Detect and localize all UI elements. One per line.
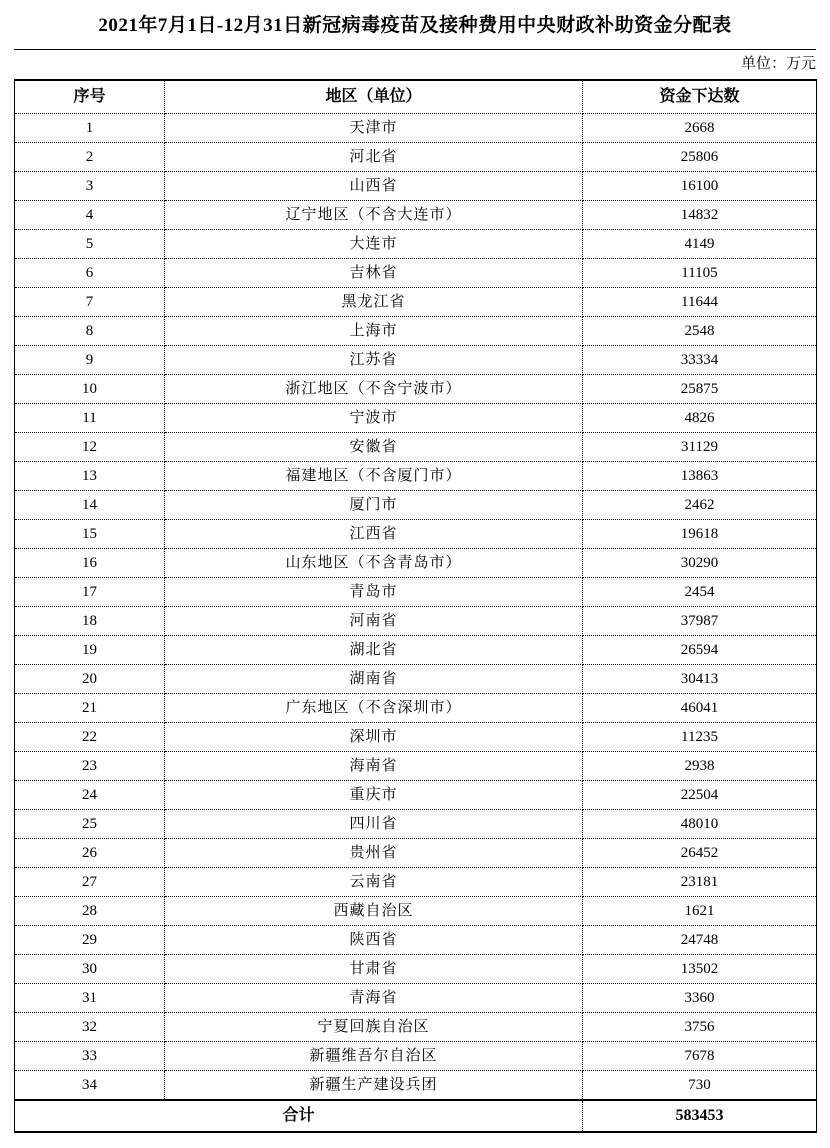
cell-amount: 11105 [583, 258, 817, 287]
cell-amount: 25875 [583, 374, 817, 403]
cell-index: 31 [15, 983, 165, 1012]
cell-index: 5 [15, 229, 165, 258]
page-title: 2021年7月1日-12月31日新冠病毒疫苗及接种费用中央财政补助资金分配表 [98, 15, 732, 36]
cell-index: 4 [15, 200, 165, 229]
cell-amount: 30290 [583, 548, 817, 577]
cell-amount: 2668 [583, 113, 817, 142]
table-row [15, 345, 817, 374]
table-row [15, 1012, 817, 1041]
cell-index: 8 [15, 316, 165, 345]
cell-region: 辽宁地区（不含大连市） [165, 200, 583, 229]
column-header-index: 序号 [15, 80, 165, 114]
cell-index: 21 [15, 693, 165, 722]
cell-region: 黑龙江省 [165, 287, 583, 316]
cell-amount: 25806 [583, 142, 817, 171]
cell-index: 16 [15, 548, 165, 577]
cell-index: 13 [15, 461, 165, 490]
cell-amount: 2938 [583, 751, 817, 780]
cell-amount: 4826 [583, 403, 817, 432]
table-header-row [15, 80, 817, 114]
cell-index: 10 [15, 374, 165, 403]
cell-index: 17 [15, 577, 165, 606]
cell-index: 18 [15, 606, 165, 635]
table-row [15, 519, 817, 548]
table-row [15, 548, 817, 577]
table-total-row [15, 1100, 817, 1132]
cell-region: 新疆生产建设兵团 [165, 1070, 583, 1100]
cell-amount: 37987 [583, 606, 817, 635]
table-row [15, 954, 817, 983]
cell-region: 江苏省 [165, 345, 583, 374]
table-row [15, 490, 817, 519]
cell-region: 安徽省 [165, 432, 583, 461]
cell-index: 3 [15, 171, 165, 200]
cell-amount: 31129 [583, 432, 817, 461]
cell-region: 湖北省 [165, 635, 583, 664]
cell-index: 32 [15, 1012, 165, 1041]
cell-amount: 14832 [583, 200, 817, 229]
cell-amount: 26452 [583, 838, 817, 867]
cell-index: 27 [15, 867, 165, 896]
cell-amount: 3756 [583, 1012, 817, 1041]
cell-region: 河南省 [165, 606, 583, 635]
cell-index: 14 [15, 490, 165, 519]
cell-region: 吉林省 [165, 258, 583, 287]
cell-index: 1 [15, 113, 165, 142]
table-row [15, 171, 817, 200]
cell-amount: 2462 [583, 490, 817, 519]
cell-index: 33 [15, 1041, 165, 1070]
table-row [15, 722, 817, 751]
cell-amount: 16100 [583, 171, 817, 200]
table-row [15, 838, 817, 867]
table-row [15, 287, 817, 316]
cell-amount: 11644 [583, 287, 817, 316]
cell-region: 深圳市 [165, 722, 583, 751]
table-row [15, 1041, 817, 1070]
table-row [15, 229, 817, 258]
cell-amount: 2548 [583, 316, 817, 345]
cell-region: 天津市 [165, 113, 583, 142]
table-row [15, 896, 817, 925]
cell-index: 30 [15, 954, 165, 983]
cell-amount: 33334 [583, 345, 817, 374]
cell-index: 26 [15, 838, 165, 867]
table-row [15, 142, 817, 171]
cell-region: 贵州省 [165, 838, 583, 867]
cell-region: 宁波市 [165, 403, 583, 432]
cell-amount: 13863 [583, 461, 817, 490]
table-row [15, 809, 817, 838]
cell-region: 广东地区（不含深圳市） [165, 693, 583, 722]
cell-amount: 22504 [583, 780, 817, 809]
cell-amount: 24748 [583, 925, 817, 954]
unit-label: 单位：万元 [740, 55, 816, 72]
cell-amount: 730 [583, 1070, 817, 1100]
cell-index: 29 [15, 925, 165, 954]
table-row [15, 200, 817, 229]
cell-region: 上海市 [165, 316, 583, 345]
cell-index: 34 [15, 1070, 165, 1100]
cell-region: 新疆维吾尔自治区 [165, 1041, 583, 1070]
cell-index: 6 [15, 258, 165, 287]
cell-index: 24 [15, 780, 165, 809]
table-row [15, 432, 817, 461]
table-row [15, 577, 817, 606]
cell-amount: 46041 [583, 693, 817, 722]
cell-amount: 11235 [583, 722, 817, 751]
cell-region: 四川省 [165, 809, 583, 838]
cell-region: 陕西省 [165, 925, 583, 954]
table-row [15, 751, 817, 780]
cell-region: 云南省 [165, 867, 583, 896]
table-row [15, 258, 817, 287]
cell-amount: 2454 [583, 577, 817, 606]
table-row [15, 374, 817, 403]
cell-index: 25 [15, 809, 165, 838]
cell-region: 湖南省 [165, 664, 583, 693]
table-body [15, 113, 817, 1132]
cell-region: 宁夏回族自治区 [165, 1012, 583, 1041]
cell-region: 重庆市 [165, 780, 583, 809]
cell-amount: 4149 [583, 229, 817, 258]
total-label: 合计 [15, 1100, 583, 1132]
cell-index: 19 [15, 635, 165, 664]
cell-region: 甘肃省 [165, 954, 583, 983]
cell-index: 28 [15, 896, 165, 925]
cell-region: 山东地区（不含青岛市） [165, 548, 583, 577]
column-header-amount: 资金下达数 [583, 80, 817, 114]
cell-amount: 7678 [583, 1041, 817, 1070]
table-row [15, 316, 817, 345]
cell-amount: 48010 [583, 809, 817, 838]
cell-region: 西藏自治区 [165, 896, 583, 925]
cell-region: 河北省 [165, 142, 583, 171]
table-row [15, 925, 817, 954]
cell-index: 11 [15, 403, 165, 432]
table-row [15, 403, 817, 432]
table-row [15, 664, 817, 693]
cell-index: 2 [15, 142, 165, 171]
table-row [15, 780, 817, 809]
cell-amount: 1621 [583, 896, 817, 925]
allocation-table [14, 79, 817, 1133]
cell-amount: 26594 [583, 635, 817, 664]
cell-region: 江西省 [165, 519, 583, 548]
table-row [15, 606, 817, 635]
table-header [15, 80, 817, 114]
table-row [15, 461, 817, 490]
cell-index: 23 [15, 751, 165, 780]
cell-region: 福建地区（不含厦门市） [165, 461, 583, 490]
cell-region: 浙江地区（不含宁波市） [165, 374, 583, 403]
cell-index: 20 [15, 664, 165, 693]
cell-amount: 30413 [583, 664, 817, 693]
cell-index: 7 [15, 287, 165, 316]
cell-index: 9 [15, 345, 165, 374]
cell-index: 15 [15, 519, 165, 548]
cell-region: 青海省 [165, 983, 583, 1012]
cell-amount: 19618 [583, 519, 817, 548]
cell-index: 12 [15, 432, 165, 461]
cell-amount: 3360 [583, 983, 817, 1012]
cell-region: 厦门市 [165, 490, 583, 519]
table-row [15, 983, 817, 1012]
table-row [15, 1070, 817, 1100]
cell-region: 山西省 [165, 171, 583, 200]
cell-amount: 13502 [583, 954, 817, 983]
cell-region: 青岛市 [165, 577, 583, 606]
cell-region: 海南省 [165, 751, 583, 780]
cell-amount: 23181 [583, 867, 817, 896]
table-row [15, 635, 817, 664]
table-row [15, 113, 817, 142]
total-amount: 583453 [583, 1100, 817, 1132]
cell-region: 大连市 [165, 229, 583, 258]
column-header-region: 地区（单位） [165, 80, 583, 114]
table-row [15, 693, 817, 722]
cell-index: 22 [15, 722, 165, 751]
table-row [15, 867, 817, 896]
